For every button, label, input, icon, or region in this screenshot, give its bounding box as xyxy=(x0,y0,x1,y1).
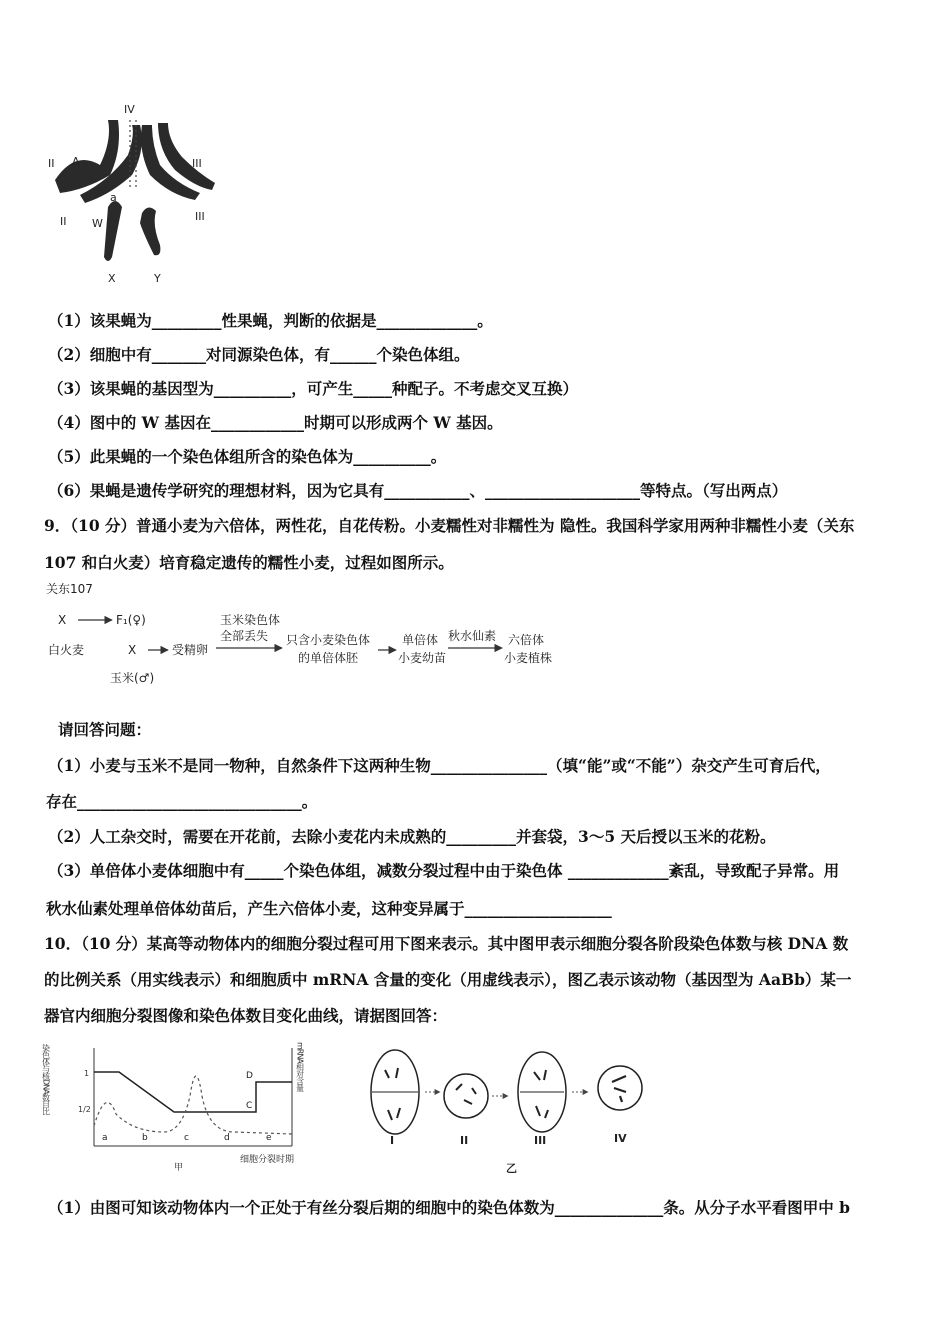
flow-guandong: 关东107 xyxy=(46,582,93,596)
q10-intro-2: 的比例关系（用实线表示）和细胞质中 mRNA 含量的变化（用虚线表示），图乙表示该动物（基因型为 AaBb）某一 xyxy=(44,970,852,989)
q9-breeding-flowchart xyxy=(44,580,564,690)
label-A: A xyxy=(72,155,80,168)
q10-intro-1: 10．（10 分）某高等动物体内的细胞分裂过程可用下图来表示。其中图甲表示细胞分裂各阶段染色体数与核 DNA 数 xyxy=(44,934,849,953)
q10-question-1: （1）由图可知该动物体内一个正处于有丝分裂后期的细胞中的染色体数为______________条。从分子水平看图甲中 b xyxy=(48,1198,851,1217)
cell-ii xyxy=(444,1074,488,1118)
flow-cross-2: X xyxy=(128,643,137,657)
q9-question-3-a: （3）单倍体小麦体细胞中有_____个染色体组，减数分裂过程中由于染色体 _____________紊乱，导致配子异常。用 xyxy=(48,861,840,880)
flow-f1: F₁(♀) xyxy=(116,613,146,627)
chart-jia-tick-half: 1/2 xyxy=(78,1105,91,1114)
chart-jia-stage-a: a xyxy=(102,1133,108,1143)
cell-label-iii: III xyxy=(534,1134,547,1147)
chart-jia-point-C: C xyxy=(246,1101,253,1111)
cell-iv xyxy=(598,1066,642,1110)
label-Y: Y xyxy=(154,272,161,285)
q8-item-2: （2）细胞中有_______对同源染色体，有______个染色体组。 xyxy=(48,345,470,364)
q9-question-1-a: （1）小麦与玉米不是同一物种，自然条件下这两种生物_______________（填“能”或“不能”）杂交产生可育后代， xyxy=(48,756,831,775)
flow-maize: 玉米(♂) xyxy=(110,671,155,685)
chromosome-y xyxy=(140,207,160,255)
chart-jia-ylabel: 染色体与核DNA数目比 xyxy=(41,1044,51,1115)
flow-cross-1: X xyxy=(58,613,67,627)
chart-jia-tick-1: 1 xyxy=(84,1069,90,1078)
flow-step1-top: 玉米染色体 xyxy=(220,613,281,627)
flow-fertilized-egg: 受精卵 xyxy=(172,643,209,657)
figure-yi xyxy=(360,1040,670,1180)
label-X: X xyxy=(108,272,116,285)
flow-embryo-line-1: 只含小麦染色体 xyxy=(286,633,371,647)
flow-baihuo: 白火麦 xyxy=(48,643,85,657)
label-ii-bottom: II xyxy=(60,215,67,228)
fruit-fly-karyotype-figure xyxy=(40,95,230,290)
q8-item-4: （4）图中的 W 基因在____________时期可以形成两个 W 基因。 xyxy=(48,413,503,432)
flow-colchicine: 秋水仙素 xyxy=(448,629,497,643)
label-iii-top: III xyxy=(192,157,202,170)
q8-item-5: （5）此果蝇的一个染色体组所含的染色体为__________。 xyxy=(48,447,447,466)
q8-item-3: （3）该果蝇的基因型为__________，可产生_____种配子。不考虑交叉互换） xyxy=(48,379,579,398)
chart-jia-stage-b: b xyxy=(142,1133,148,1143)
flow-hexaploid-line-2: 小麦植株 xyxy=(504,651,553,665)
cell-label-i: I xyxy=(390,1134,395,1147)
q9-prompt: 请回答问题： xyxy=(58,720,152,739)
chart-jia-point-D: D xyxy=(246,1071,253,1081)
flow-embryo-line-2: 的单倍体胚 xyxy=(298,651,359,665)
label-iii-bottom: III xyxy=(195,210,205,223)
chart-jia-stage-c: c xyxy=(184,1133,189,1143)
q9-question-2: （2）人工杂交时，需要在开花前，去除小麦花内未成熟的_________并套袋，3～5 天后授以玉米的花粉。 xyxy=(48,827,776,846)
label-ii-top: II xyxy=(48,157,55,170)
label-iv: IV xyxy=(124,103,135,116)
figure-yi-caption: 乙 xyxy=(506,1162,517,1175)
flow-seedling-line-1: 单倍体 xyxy=(402,633,439,647)
chart-jia-ratio-line xyxy=(94,1072,292,1112)
cell-label-iv: IV xyxy=(614,1132,627,1145)
cell-label-ii: II xyxy=(460,1134,469,1147)
q8-item-6: （6）果蝇是遗传学研究的理想材料，因为它具有___________、____________________等特点。（写出两点） xyxy=(48,481,788,500)
chart-jia-ylabel-right: mRNA相对含量 xyxy=(295,1042,305,1091)
q8-item-1: （1）该果蝇为_________性果蝇，判断的依据是_____________。 xyxy=(48,311,493,330)
chart-jia-xlabel: 细胞分裂时期 xyxy=(240,1155,295,1165)
label-a: a xyxy=(110,191,117,204)
label-W: W xyxy=(92,217,103,230)
q10-intro-3: 器官内细胞分裂图像和染色体数目变化曲线，请据图回答： xyxy=(44,1006,448,1025)
chart-jia-stage-d: d xyxy=(224,1133,230,1143)
flow-seedling-line-2: 小麦幼苗 xyxy=(398,651,447,665)
flow-hexaploid-line-1: 六倍体 xyxy=(508,633,545,647)
chart-jia-stage-e: e xyxy=(266,1133,272,1143)
chart-jia-mrna-curve xyxy=(94,1076,292,1134)
q9-intro-2: 107 和白火麦）培育稳定遗传的糯性小麦，过程如图所示。 xyxy=(44,553,454,572)
q9-question-1-b: 存在_____________________________。 xyxy=(46,792,318,811)
chart-jia xyxy=(41,1036,324,1176)
chart-jia-caption: 甲 xyxy=(174,1163,184,1173)
flow-step1-bottom: 全部丢失 xyxy=(220,629,269,643)
chromosome-x xyxy=(104,201,122,261)
q9-question-3-b: 秋水仙素处理单倍体幼苗后，产生六倍体小麦，这种变异属于___________________ xyxy=(46,899,612,918)
q9-intro-1: 9．（10 分）普通小麦为六倍体，两性花，自花传粉。小麦糯性对非糯性为 隐性。我国科学家用两种非糯性小麦（关东 xyxy=(44,516,855,535)
